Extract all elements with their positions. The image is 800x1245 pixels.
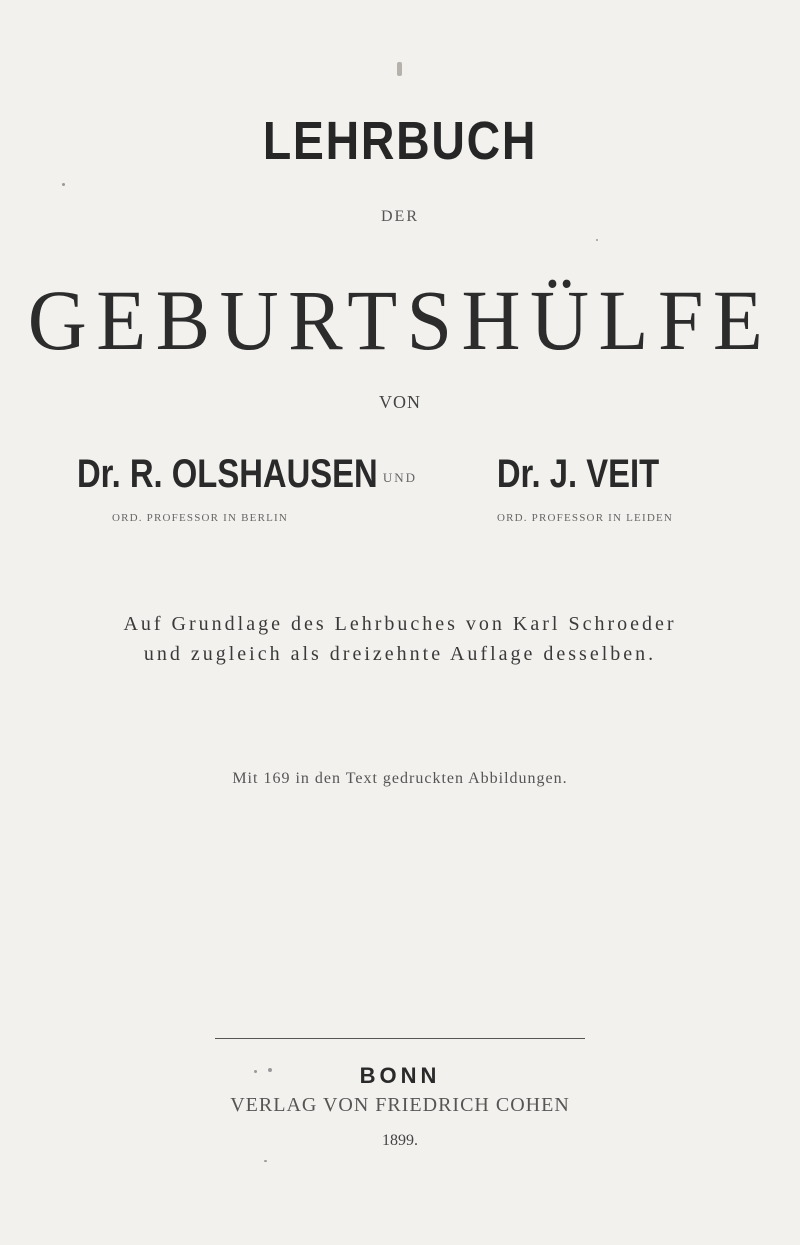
- imprint-year: 1899.: [382, 1132, 418, 1149]
- illustrations-note: Mit 169 in den Text gedruckten Abbildungen.: [232, 770, 568, 787]
- book-subject: GEBURTSHÜLFE: [27, 272, 773, 368]
- author-veit: Dr. J. VEIT: [496, 452, 660, 496]
- affiliation-olshausen: ORD. PROFESSOR IN BERLIN: [111, 512, 289, 524]
- author-conjunction: UND: [382, 470, 418, 485]
- title-article: DER: [381, 208, 419, 225]
- edition-note-line-1: Auf Grundlage des Lehrbuches von Karl Schroeder: [123, 613, 677, 635]
- imprint-publisher: VERLAG VON FRIEDRICH COHEN: [230, 1094, 570, 1116]
- imprint-divider: [215, 1038, 585, 1039]
- scan-speck: [254, 1070, 257, 1073]
- scan-speck: [264, 1160, 267, 1162]
- scan-speck: [596, 239, 598, 241]
- scan-speck: [268, 1068, 272, 1072]
- edition-note-line-2: und zugleich als dreizehnte Auflage desselben.: [143, 643, 657, 665]
- imprint-city: BONN: [359, 1063, 441, 1088]
- scan-speck: [397, 62, 402, 76]
- by-line: VON: [379, 392, 421, 412]
- author-olshausen: Dr. R. OLSHAUSEN: [77, 452, 378, 496]
- affiliation-veit: ORD. PROFESSOR IN LEIDEN: [496, 512, 674, 524]
- book-title: LEHRBUCH: [262, 111, 538, 171]
- scan-speck: [62, 183, 65, 186]
